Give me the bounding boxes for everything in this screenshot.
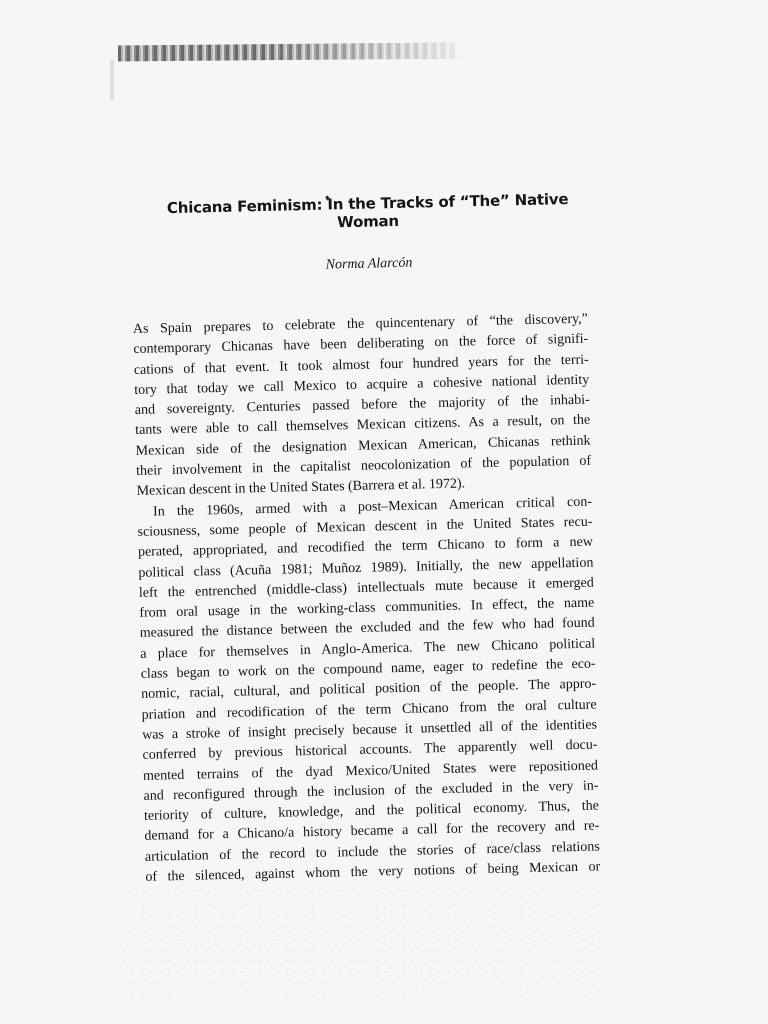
text-line: demand for a Chicano/a history became a call for the recovery and re- bbox=[144, 818, 600, 845]
text-line: and sovereignty. Centuries passed before the majority of the inhabi- bbox=[134, 392, 590, 419]
text-line: Mexican side of the designation Mexican American, Chicanas rethink bbox=[135, 433, 591, 459]
text-line: from oral usage in the working-class communities. In effect, the name bbox=[139, 595, 595, 622]
scan-artifact-streak bbox=[118, 43, 458, 62]
text-line: tory that today we call Mexico to acquire a cohesive national identity bbox=[134, 372, 590, 398]
text-line: As Spain prepares to celebrate the quincentenary of “the discovery,” bbox=[132, 311, 588, 337]
article bbox=[130, 190, 600, 888]
text-line: In the 1960s, armed with a post–Mexican American critical con- bbox=[152, 494, 593, 520]
text-line: conferred by previous historical accounts. The apparently well docu- bbox=[142, 737, 598, 764]
text-line: was a stroke of insight precisely because it unsettled all of the identities bbox=[141, 717, 598, 743]
text-line: left the entrenched (middle-class) intellectuals mute because it emerged bbox=[138, 575, 594, 601]
text-line: their involvement in the capitalist neocolonization of the population of bbox=[135, 453, 592, 480]
text-line: measured the distance between the excluded and the few who had found bbox=[139, 616, 595, 642]
text-line: sciousness, some people of Mexican descent in the United States recu- bbox=[137, 514, 593, 540]
article-title: Chicana Feminism: In the Tracks of “The” Native Woman bbox=[166, 190, 569, 232]
text-line: cations of that event. It took almost four hundred years for the terri- bbox=[133, 352, 589, 378]
text-line: of the silenced, against whom the very notions of being Mexican or bbox=[145, 859, 601, 885]
text-line: and reconfigured through the inclusion of the excluded in the very in- bbox=[143, 778, 599, 804]
text-line: political class (Acuña 1981; Muñoz 1989). Initially, the new appellation bbox=[138, 555, 594, 581]
text-line: teriority of culture, knowledge, and the political economy. Thus, the bbox=[143, 798, 600, 824]
text-line: mented terrains of the dyad Mexico/United States were repositioned bbox=[142, 758, 599, 784]
text-line: priation and recodification of the term Chicano from the oral culture bbox=[141, 697, 597, 723]
article-author: Norma Alarcón bbox=[325, 255, 413, 273]
article-body bbox=[133, 310, 601, 888]
text-line: contemporary Chicanas have been deliberating on the force of signifi- bbox=[133, 331, 589, 358]
text-line: Mexican descent in the United States (Barrera et al. 1972). bbox=[136, 476, 466, 500]
text-line: class began to work on the compound name, eager to redefine the eco- bbox=[140, 656, 596, 682]
text-line: articulation of the record to include the stories of race/class relations bbox=[144, 839, 600, 865]
scan-artifact-edge bbox=[110, 60, 114, 100]
text-line: nomic, racial, cultural, and political position of the people. The appro- bbox=[141, 676, 597, 703]
text-line: tants were able to call themselves Mexican citizens. As a result, on the bbox=[135, 413, 591, 439]
scan-speckle bbox=[120, 890, 600, 1000]
text-line: perated, appropriated, and recodified the term Chicano to form a new bbox=[137, 534, 594, 561]
text-line: a place for themselves in Anglo-America. The new Chicano political bbox=[140, 636, 596, 662]
